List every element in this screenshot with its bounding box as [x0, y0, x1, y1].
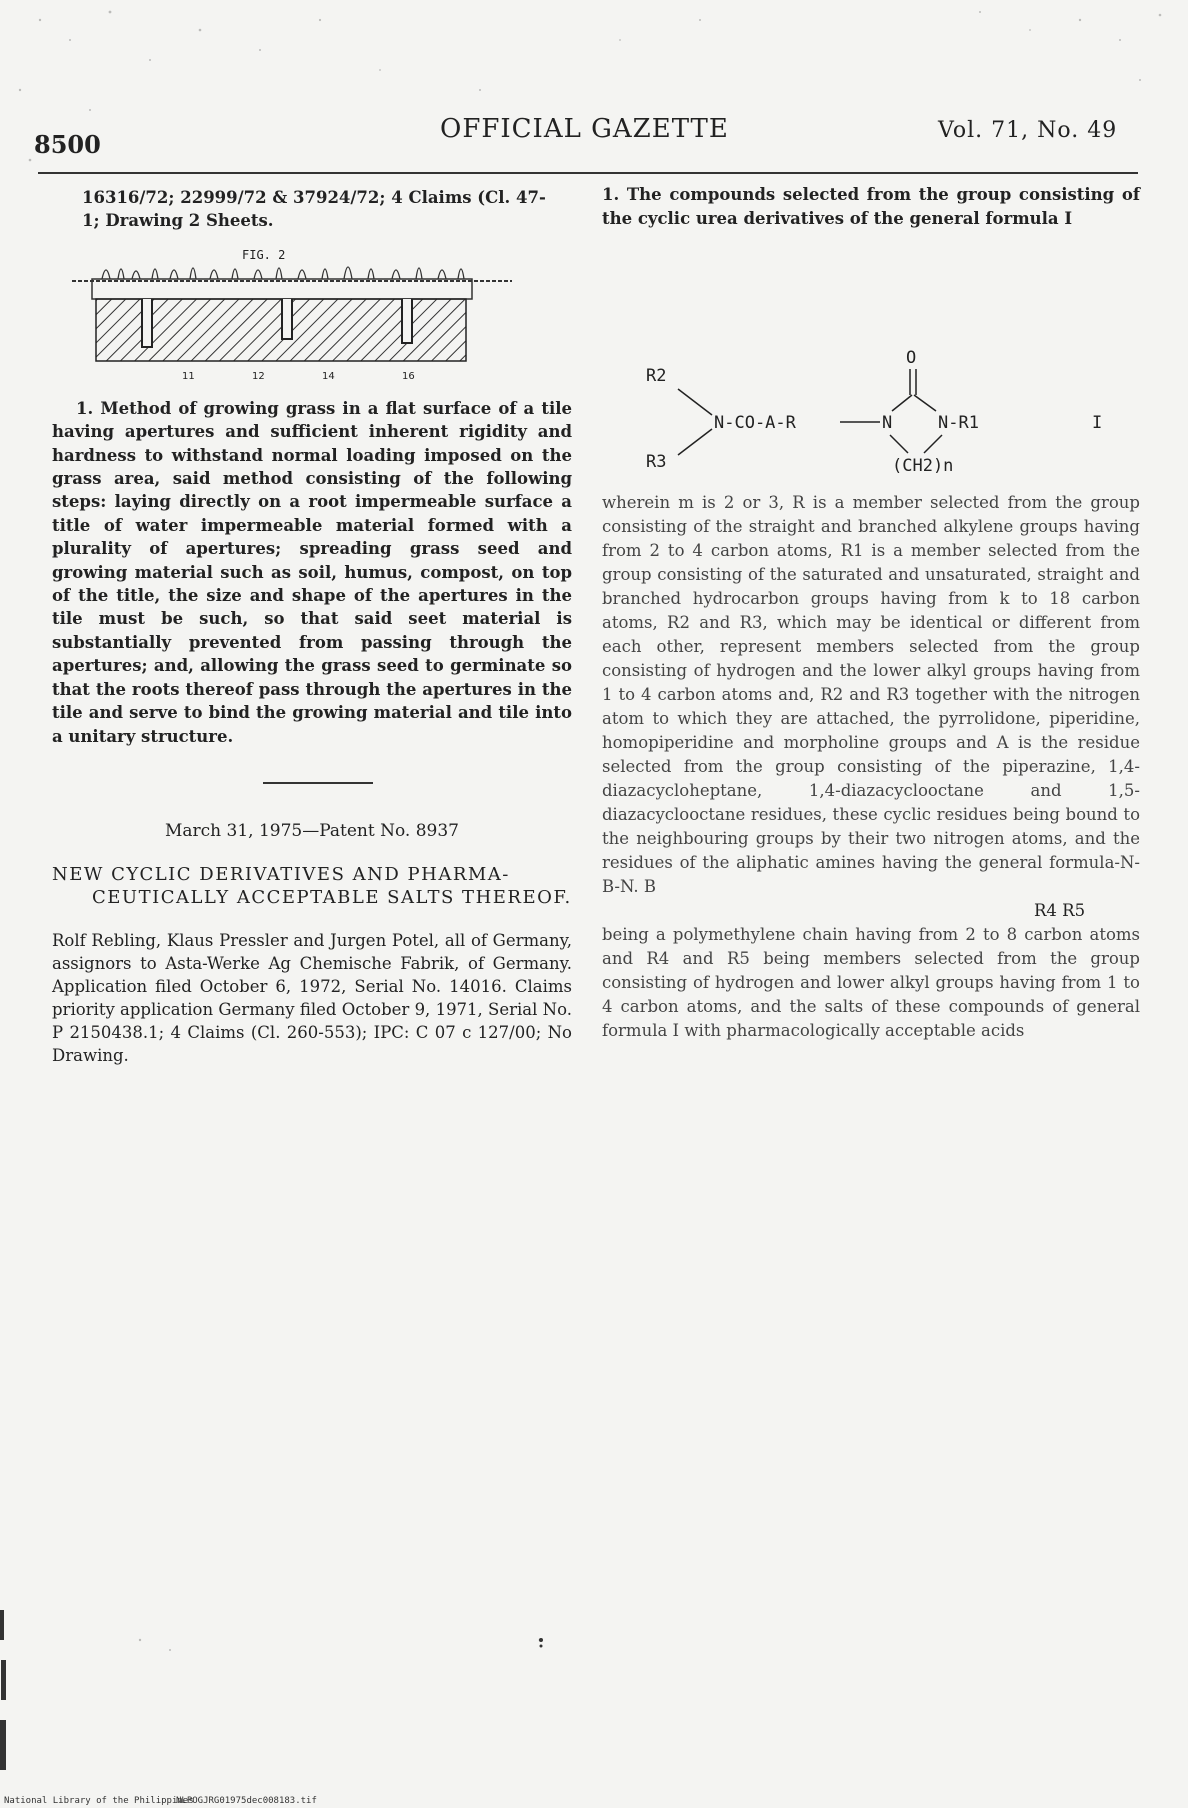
scan-footer [4, 1796, 317, 1806]
header-rule [38, 172, 1138, 174]
volume-number: Vol. 71, No. 49 [938, 118, 1118, 143]
right-column [602, 183, 1140, 1043]
chemical-formula [602, 231, 1140, 491]
formula-r3: R3 [646, 452, 667, 472]
formula-label: I [1092, 413, 1103, 433]
formula-substituents [602, 899, 1140, 923]
scan-mark [536, 1636, 546, 1650]
formula-chain: N-CO-A-R [714, 413, 796, 433]
formula-ch2: (CH2)n [892, 456, 954, 476]
patent-figure [72, 239, 512, 387]
separator-rule [263, 782, 373, 784]
svg-text:12: 12 [252, 370, 265, 382]
patent-authors: Rolf Rebling, Klaus Pressler and Jurgen Potel, all of Germany, assignors to Asta-Werke Ag Chemische Fabrik, of Germany. Application filed October 6, 1972, Serial No. 14016. Claims priority application Germany filed October 9, 1971, Serial No. P 2150438.1; 4 Claims (Cl. 260-553); IPC: C 07 c 127/00; No Drawing. [52, 931, 572, 1066]
claims-line: 16316/72; 22999/72 & 37924/72; 4 Claims (Cl. 47-1; Drawing 2 Sheets. [82, 188, 546, 231]
claim-intro: 1. The compounds selected from the group consisting of the cyclic urea derivatives of the general formula I [602, 185, 1140, 228]
page-number: 8500 [34, 130, 101, 159]
scan-edge [0, 1600, 8, 1780]
library-credit: National Library of the Philippines [4, 1796, 194, 1806]
formula-ring-n1: N [882, 413, 893, 433]
figure-label: FIG. 2 [242, 247, 286, 262]
claim-body: wherein m is 2 or 3, R is a member selected from the group consisting of the straight and branched alkylene groups having from 2 to 4 carbon atoms, R1 is a member selected from the group consisting of the saturated and unsaturated, straight and branched hydrocarbon groups having from k to 18 carbon atoms, R2 and R3, which may be identical or different from each other, represent members selected from the group consisting of hydrogen and the lower alkyl groups having from 1 to 4 carbon atoms and, R2 and R3 together with the nitrogen atom to which they are attached, the pyrrolidone, piperidine, homopiperidine and morpholine groups and A is the residue selected from the group consisting of the piperazine, 1,4-diazacycloheptane, 1,4-diazacyclooctane and 1,5-diazacyclooctane residues, these cyclic residues being bound to the neighbouring groups by their two nitrogen atoms, and the residues of the aliphatic amines having the general formula-N-B-N. B [602, 493, 1140, 896]
claim-tail: being a polymethylene chain having from 2 to 8 carbon atoms and R4 and R5 being members selected from the group consisting of hydrogen and lower alkyl groups having from 1 to 4 carbon atoms, and the salts of these compounds of general formula I with pharmacologically acceptable acids [602, 925, 1140, 1040]
svg-text:14: 14 [322, 370, 335, 382]
patent-title-line2: CEUTICALLY ACCEPTABLE SALTS THEREOF. [92, 887, 572, 909]
formula-ring-n2: N-R1 [938, 413, 979, 433]
left-column [52, 186, 572, 1084]
formula-r2: R2 [646, 366, 667, 386]
claim-text: 1. Method of growing grass in a flat surface of a tile having apertures and sufficient inherent rigidity and hardness to withstand normal loading imposed on the grass area, said method consisting of the following steps: laying directly on a root impermeable surface a title of water impermeable material formed with a plurality of apertures; spreading grass seed and growing material such as soil, humus, compost, on top of the title, the size and shape of the apertures in the tile must be such, so that said seet material is substantially prevented from passing through the apertures; and, allowing the grass seed to germinate so that the roots thereof pass through the apertures in the tile and serve to bind the growing material and tile into a unitary structure. [52, 398, 572, 746]
publication-title: OFFICIAL GAZETTE [440, 114, 729, 144]
patent-title [52, 863, 572, 909]
patent-title-line1: NEW CYCLIC DERIVATIVES AND PHARMA- [52, 864, 510, 886]
formula-oxygen: O [906, 348, 917, 368]
substituent-labels: R4 R5 [1034, 901, 1086, 920]
patent-date: March 31, 1975—Patent No. 8937 [164, 820, 459, 841]
svg-text:16: 16 [402, 370, 415, 382]
file-id: NLPOGJRG01975dec008183.tif [176, 1796, 317, 1806]
svg-text:11: 11 [182, 370, 195, 382]
